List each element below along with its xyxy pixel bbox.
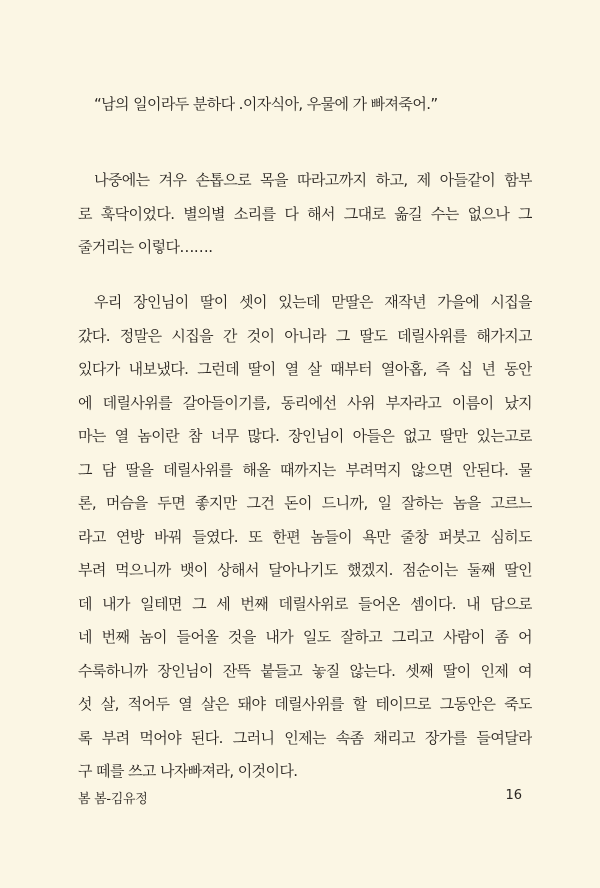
text-line: 갔다. 정말은 시집을 간 것이 아니라 그 딸도 데릴사위를 해가지고 xyxy=(78,326,532,345)
text-line: “남의 일이라두 분하다 .이자식아, 우물에 가 빠져죽어.” xyxy=(94,95,438,113)
text-line: 수룩하니까 장인님이 잔뜩 붙들고 놓질 않는다. 셋째 딸이 인제 여 xyxy=(78,661,532,680)
text-line: 그 담 딸을 데릴사위를 해올 때까지는 부려먹지 않으면 안된다. 물 xyxy=(78,460,532,479)
text-line: 네 번째 놈이 들어올 것을 내가 일도 잘하고 그리고 사람이 좀 어 xyxy=(78,628,532,646)
text-line: 줄거리는 이렇다……. xyxy=(78,238,213,256)
text-line: 우리 장인님이 딸이 셋이 있는데 맏딸은 재작년 가을에 시집을 xyxy=(94,293,532,311)
text-line: 론, 머슴을 두면 좋지만 그건 돈이 드니까, 일 잘하는 놈을 고르느 xyxy=(78,494,532,512)
book-title-footer: 봄 봄-김유정 xyxy=(78,792,148,807)
page-number: 16 xyxy=(505,788,522,803)
text-line: 로 훅닥이었다. 별의별 소리를 다 해서 그대로 옮길 수는 없으나 그 xyxy=(78,204,532,223)
text-line: 섯 살, 적어두 열 살은 돼야 데릴사위를 할 테이므로 그동안은 죽도 xyxy=(78,695,532,713)
text-line: 록 부려 먹어야 된다. 그러니 인제는 속좀 채리고 장가를 들여달라 xyxy=(78,728,532,747)
body-paragraph-2 xyxy=(78,164,532,265)
text-line: 있다가 내보냈다. 그런데 딸이 열 살 때부터 열아홉, 즉 십 년 동안 xyxy=(78,360,532,378)
text-line: 라고 연방 바꿔 들였다. 또 한편 놈들이 욕만 줄창 퍼붓고 심히도 xyxy=(78,527,532,546)
text-line: 부려 먹으니까 뱃이 상해서 달아나기도 했겠지. 점순이는 둘째 딸인 xyxy=(78,561,532,579)
text-line: 에 데릴사위를 갈아들이기를, 동리에선 사위 부자라고 이름이 났지 xyxy=(78,393,532,412)
text-line: 나중에는 겨우 손톱으로 목을 따라고까지 하고, 제 아들같이 함부 xyxy=(94,171,532,189)
text-line: 구 떼를 쓰고 나자빠져라, 이것이다. xyxy=(78,762,298,780)
quote-paragraph xyxy=(78,88,532,122)
text-line: 마는 열 놈이란 참 너무 많다. 장인님이 아들은 없고 딸만 있는고로 xyxy=(78,427,532,445)
text-line: 데 내가 일테면 그 세 번째 데릴사위로 들어온 셈이다. 내 담으로 xyxy=(78,594,532,613)
body-paragraph-3 xyxy=(78,286,532,789)
